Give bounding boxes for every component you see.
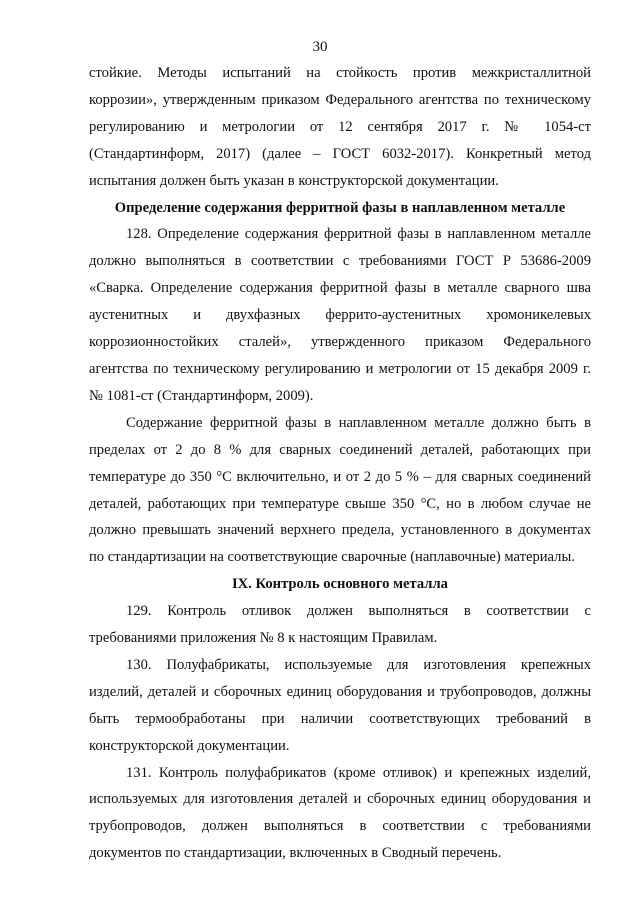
text-line: (Стандартинформ, 2017) (далее – ГОСТ 6032-2017). Конкретный метод bbox=[89, 145, 591, 162]
text-line: стойкие. Методы испытаний на стойкость против межкристаллитной bbox=[89, 65, 591, 81]
paragraph bbox=[89, 760, 591, 868]
text-line: конструкторской документации. bbox=[89, 737, 290, 754]
text-line: № 1081-ст (Стандартинформ, 2009). bbox=[89, 387, 314, 404]
section-heading: IX. Контроль основного металла bbox=[232, 576, 448, 593]
text-line: 129. Контроль отливок должен выполняться в соответствии с bbox=[126, 603, 591, 620]
document-body bbox=[89, 60, 591, 867]
text-line: коррозионностойких сталей», утвержденного приказом Федерального bbox=[89, 334, 591, 351]
text-line: 131. Контроль полуфабрикатов (кроме отливок) и крепежных изделий, bbox=[126, 764, 591, 781]
text-line: изделий, деталей и сборочных единиц оборудования и трубопроводов, должны bbox=[89, 683, 591, 700]
text-line: 130. Полуфабрикаты, используемые для изготовления крепежных bbox=[126, 656, 591, 673]
text-line: испытания должен быть указан в конструкторской документации. bbox=[89, 172, 499, 189]
text-line: пределах от 2 до 8 % для сварных соединений деталей, работающих при bbox=[89, 441, 591, 458]
text-line: должно выполняться в соответствии с требованиями ГОСТ Р 53686-2009 bbox=[89, 253, 591, 270]
text-line: Содержание ферритной фазы в наплавленном металле должно быть в bbox=[126, 414, 591, 431]
text-line: деталей, работающих при температуре свыше 350 °С, но в любом случае не bbox=[89, 495, 591, 512]
text-line: «Сварка. Определение содержания ферритной фазы в металле сварного шва bbox=[89, 280, 591, 297]
paragraph bbox=[89, 410, 591, 571]
text-line: используемых для изготовления деталей и сборочных единиц оборудования и bbox=[89, 791, 591, 808]
text-line: трубопроводов, должен выполняться в соответствии с требованиями bbox=[89, 818, 591, 835]
page-number: 30 bbox=[312, 39, 328, 55]
text-line: по стандартизации на соответствующие сварочные (наплавочные) материалы. bbox=[89, 549, 575, 566]
paragraph bbox=[89, 221, 591, 409]
text-line: аустенитных и двухфазных феррито-аустенитных хромоникелевых bbox=[89, 307, 591, 324]
text-line: регулированию и метрологии от 12 сентября 2017 г. № 1054-ст bbox=[89, 118, 591, 135]
text-line: агентства по техническому регулированию и метрологии от 15 декабря 2009 г. bbox=[89, 360, 591, 377]
text-line: 128. Определение содержания ферритной фазы в наплавленном металле bbox=[126, 226, 591, 243]
text-line: документов по стандартизации, включенных в Сводный перечень. bbox=[89, 845, 502, 862]
text-line: требованиями приложения № 8 к настоящим Правилам. bbox=[89, 630, 438, 647]
paragraph bbox=[89, 652, 591, 760]
text-line: должно превышать значений верхнего предела, установленного в документах bbox=[89, 522, 591, 539]
text-line: температуре до 350 °С включительно, и от 2 до 5 % – для сварных соединений bbox=[89, 468, 591, 485]
section-heading: Определение содержания ферритной фазы в наплавленном металле bbox=[114, 199, 566, 216]
text-line: коррозии», утвержденным приказом Федерального агентства по техническому bbox=[89, 91, 591, 108]
text-line: быть термообработаны при наличии соответствующих требований в bbox=[89, 710, 591, 727]
paragraph bbox=[89, 598, 591, 652]
paragraph bbox=[89, 60, 591, 195]
